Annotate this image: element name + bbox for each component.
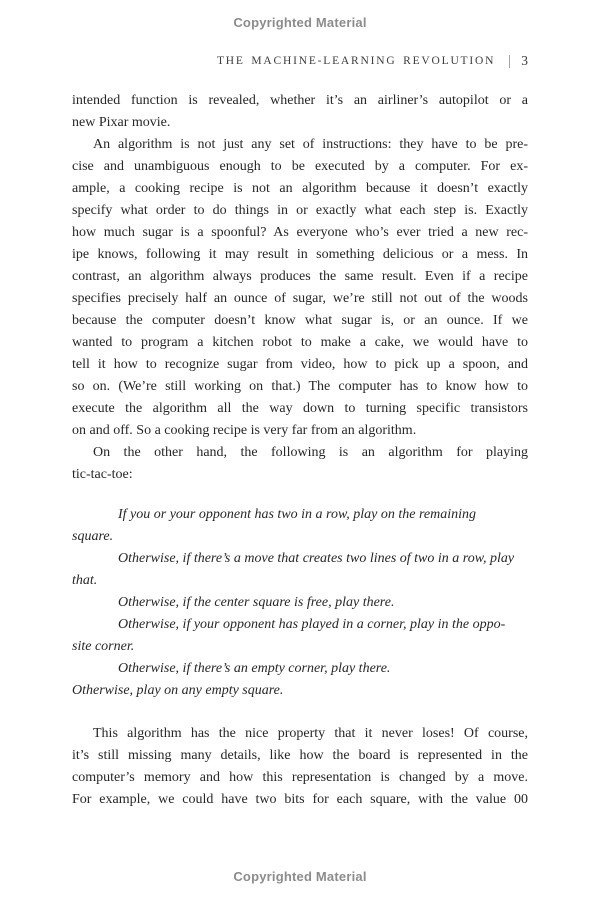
- algorithm-step-line: Otherwise, if the center square is free, play there.: [118, 595, 395, 610]
- algorithm-step-line: square.: [72, 529, 114, 544]
- page-number: 3: [521, 53, 528, 68]
- copyright-notice-bottom: Copyrighted Material: [233, 869, 367, 884]
- chapter-title: THE MACHINE-LEARNING REVOLUTION: [216, 55, 496, 67]
- body-text-line: how much sugar is a spoonful? As everyone who’s ever tried a new rec-: [72, 225, 528, 240]
- body-text-line: ipe knows, following it may result in something delicious or a mess. In: [72, 247, 528, 262]
- body-text-line: contrast, an algorithm always produces the same result. Even if a recipe: [72, 269, 528, 284]
- body-text-line: This algorithm has the nice property that it never loses! Of course,: [93, 726, 528, 741]
- algorithm-step-line: Otherwise, if there’s a move that creates two lines of two in a row, play: [118, 551, 515, 566]
- algorithm-step-line: site corner.: [72, 639, 135, 654]
- body-text-line: On the other hand, the following is an algorithm for playing: [93, 445, 528, 460]
- body-text-line: ample, a cooking recipe is not an algorithm because it doesn’t exactly: [72, 181, 528, 196]
- body-text-line: cise and unambiguous enough to be executed by a computer. For ex-: [72, 159, 528, 174]
- algorithm-step-line: Otherwise, play on any empty square.: [72, 683, 284, 698]
- body-text-line: tic-tac-toe:: [72, 467, 133, 482]
- body-text-line: For example, we could have two bits for each square, with the value 00: [72, 792, 528, 807]
- body-text-line: it’s still missing many details, like how the board is represented in the: [72, 748, 528, 763]
- body-text-line: specifies precisely half an ounce of sugar, we’re still not out of the woods: [72, 291, 528, 306]
- body-text-line: An algorithm is not just any set of instructions: they have to be pre-: [93, 137, 528, 152]
- body-text-line: wanted to program a kitchen robot to make a cake, we would have to: [72, 335, 528, 350]
- body-text-line: specify what order to do things in or exactly what each step is. Exactly: [72, 203, 528, 218]
- algorithm-step-line: If you or your opponent has two in a row, play on the remaining: [118, 507, 477, 522]
- body-text-line: because the computer doesn’t know what sugar is, or an ounce. If we: [72, 313, 528, 328]
- body-text-line: intended function is revealed, whether it’s an airliner’s autopilot or a: [72, 93, 528, 108]
- algorithm-step-line: that.: [72, 573, 98, 588]
- algorithm-step-line: Otherwise, if your opponent has played in a corner, play in the oppo-: [118, 617, 506, 632]
- running-head: [217, 52, 528, 70]
- body-text-line: new Pixar movie.: [72, 115, 171, 130]
- body-text-line: on and off. So a cooking recipe is very far from an algorithm.: [72, 423, 417, 438]
- header-separator: |: [508, 52, 511, 69]
- body-text: [72, 90, 528, 811]
- copyright-notice-top: Copyrighted Material: [233, 15, 367, 30]
- body-text-line: tell it how to recognize sugar from video, how to pick up a spoon, and: [72, 357, 528, 372]
- algorithm-step-line: Otherwise, if there’s an empty corner, play there.: [118, 661, 391, 676]
- body-text-line: computer’s memory and how this representation is changed by a move.: [72, 770, 528, 785]
- body-text-line: so on. (We’re still working on that.) The computer has to know how to: [72, 379, 528, 394]
- body-text-line: execute the algorithm all the way down to turning specific transistors: [72, 401, 528, 416]
